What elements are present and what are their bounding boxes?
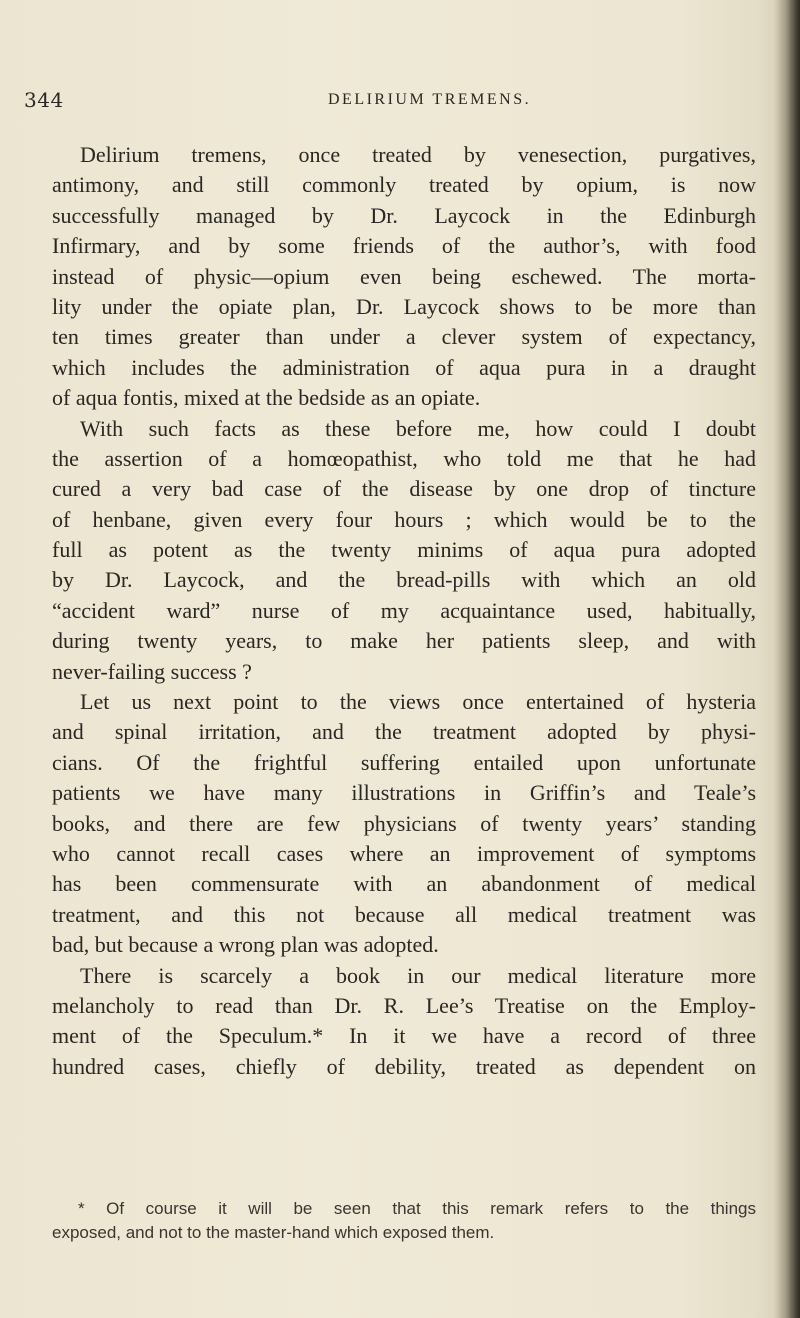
text-line: who cannot recall cases where an improvement of symptoms [52, 840, 756, 866]
running-head: DELIRIUM TREMENS. [328, 91, 532, 108]
text-line: cured a very bad case of the disease by one drop of tincture [52, 476, 756, 502]
text-line: treatment, and this not because all medical treatment was [52, 901, 756, 927]
text-line: has been commensurate with an abandonment of medical [52, 871, 756, 897]
footnote [52, 1197, 756, 1245]
text-line: Let us next point to the views once entertained of hysteria [80, 689, 756, 715]
text-line: “accident ward” nurse of my acquaintance used, habitually, [52, 597, 756, 623]
text-line: full as potent as the twenty minims of aqua pura adopted [52, 537, 756, 563]
text-line: Delirium tremens, once treated by venesection, purgatives, [80, 142, 756, 167]
text-line: books, and there are few physicians of twenty years’ standing [52, 810, 756, 836]
text-line: There is scarcely a book in our medical literature more [80, 962, 756, 988]
text-line: ten times greater than under a clever system of expectancy, [52, 324, 756, 350]
text-line: of aqua fontis, mixed at the bedside as an opiate. [52, 385, 481, 411]
text-line: cians. Of the frightful suffering entailed upon unfortunate [52, 749, 756, 775]
page-edge-shadow [774, 0, 800, 1318]
text-line: successfully managed by Dr. Laycock in the Edinburgh [52, 202, 756, 228]
text-line: melancholy to read than Dr. R. Lee’s Treatise on the Employ- [52, 992, 756, 1018]
footnote-line: * Of course it will be seen that this remark refers to the things [78, 1199, 756, 1218]
text-line: during twenty years, to make her patients sleep, and with [52, 628, 756, 654]
page-number: 344 [24, 88, 64, 112]
text-line: the assertion of a homœopathist, who told me that he had [52, 445, 756, 471]
text-line: hundred cases, chiefly of debility, treated as dependent on [52, 1053, 756, 1079]
text-line: of henbane, given every four hours ; which would be to the [52, 506, 756, 532]
text-line: Infirmary, and by some friends of the author’s, with food [52, 233, 756, 259]
text-line: patients we have many illustrations in Griffin’s and Teale’s [52, 780, 756, 806]
text-line: instead of physic—opium even being eschewed. The morta- [52, 263, 756, 289]
text-line: antimony, and still commonly treated by opium, is now [52, 172, 756, 198]
footnote-line: exposed, and not to the master-hand which exposed them. [52, 1223, 495, 1242]
text-line: bad, but because a wrong plan was adopted. [52, 932, 439, 958]
body-text [52, 140, 756, 1082]
text-line: With such facts as these before me, how could I doubt [80, 415, 756, 441]
text-line: lity under the opiate plan, Dr. Laycock shows to be more than [52, 293, 756, 319]
page-header [0, 88, 800, 116]
text-line: never-failing success ? [52, 658, 252, 684]
text-line: which includes the administration of aqua pura in a draught [52, 354, 756, 380]
text-line: ment of the Speculum.* In it we have a record of three [52, 1023, 756, 1049]
text-line: by Dr. Laycock, and the bread-pills with which an old [52, 567, 756, 593]
text-line: and spinal irritation, and the treatment adopted by physi- [52, 719, 756, 745]
